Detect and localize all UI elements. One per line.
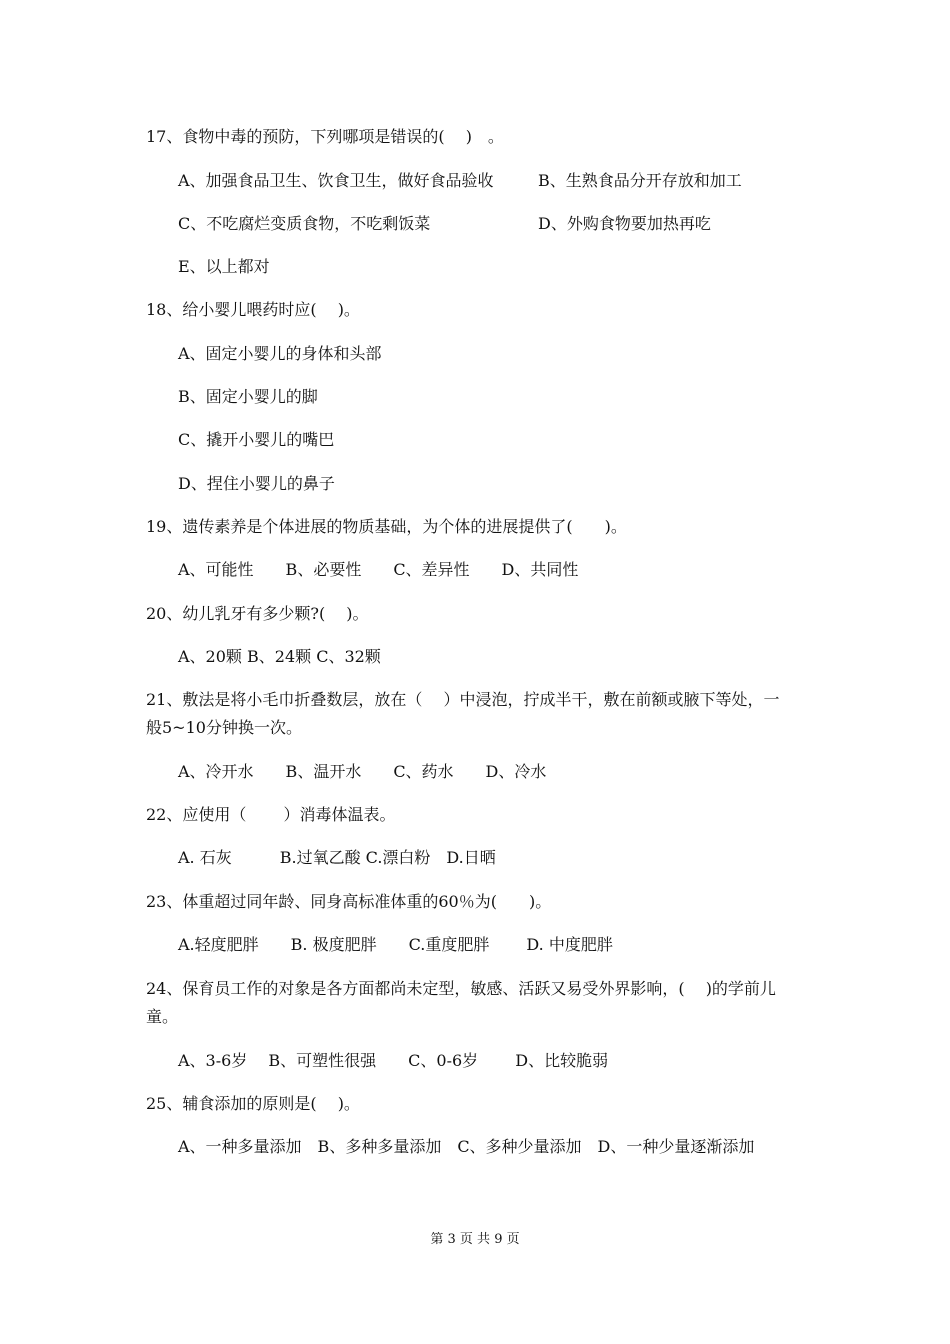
option-18-a: A、固定小婴儿的身体和头部 <box>178 344 382 363</box>
options-25: A、一种多量添加 B、多种多量添加 C、多种少量添加 D、一种少量逐渐添加 <box>178 1137 755 1156</box>
options-19: A、可能性 B、必要性 C、差异性 D、共同性 <box>178 560 579 579</box>
option-17-d: D、外购食物要加热再吃 <box>538 214 711 233</box>
options-24: A、3-6岁 B、可塑性很强 C、0-6岁 D、比较脆弱 <box>178 1051 609 1070</box>
options-20: A、20颗 B、24颗 C、32颗 <box>178 647 381 666</box>
question-17: 17、食物中毒的预防，下列哪项是错误的( ) 。 <box>146 127 504 146</box>
option-18-d: D、捏住小婴儿的鼻子 <box>178 474 335 493</box>
option-17-c: C、不吃腐烂变质食物，不吃剩饭菜 <box>178 214 431 233</box>
question-18: 18、给小婴儿喂药时应( )。 <box>146 300 360 319</box>
question-24: 24、保育员工作的对象是各方面都尚未定型，敏感、活跃又易受外界影响，( )的学前儿 <box>146 979 776 998</box>
options-23: A.轻度肥胖 B. 极度肥胖 C.重度肥胖 D. 中度肥胖 <box>178 935 613 954</box>
question-19: 19、遗传素养是个体进展的物质基础，为个体的进展提供了( )。 <box>146 517 627 536</box>
option-17-a: A、加强食品卫生、饮食卫生，做好食品验收 <box>178 171 494 190</box>
question-21-cont: 般5~10分钟换一次。 <box>146 718 302 737</box>
option-18-b: B、固定小婴儿的脚 <box>178 387 318 406</box>
option-17-e: E、以上都对 <box>178 257 270 276</box>
question-22: 22、应使用（ ）消毒体温表。 <box>146 805 396 824</box>
options-22: A. 石灰 B.过氧乙酸 C.漂白粉 D.日晒 <box>178 848 496 867</box>
question-24-cont: 童。 <box>146 1007 179 1026</box>
question-23: 23、体重超过同年龄、同身高标准体重的60％为( )。 <box>146 892 552 911</box>
option-17-b: B、生熟食品分开存放和加工 <box>538 171 742 190</box>
question-21: 21、敷法是将小毛巾折叠数层，放在（ ）中浸泡，拧成半干，敷在前额或腋下等处，一 <box>146 690 780 709</box>
question-25: 25、辅食添加的原则是( )。 <box>146 1094 360 1113</box>
question-20: 20、幼儿乳牙有多少颗?( )。 <box>146 604 369 623</box>
options-21: A、冷开水 B、温开水 C、药水 D、冷水 <box>178 762 547 781</box>
option-18-c: C、撬开小婴儿的嘴巴 <box>178 430 335 449</box>
page-footer: 第 3 页 共 9 页 <box>430 1232 520 1247</box>
